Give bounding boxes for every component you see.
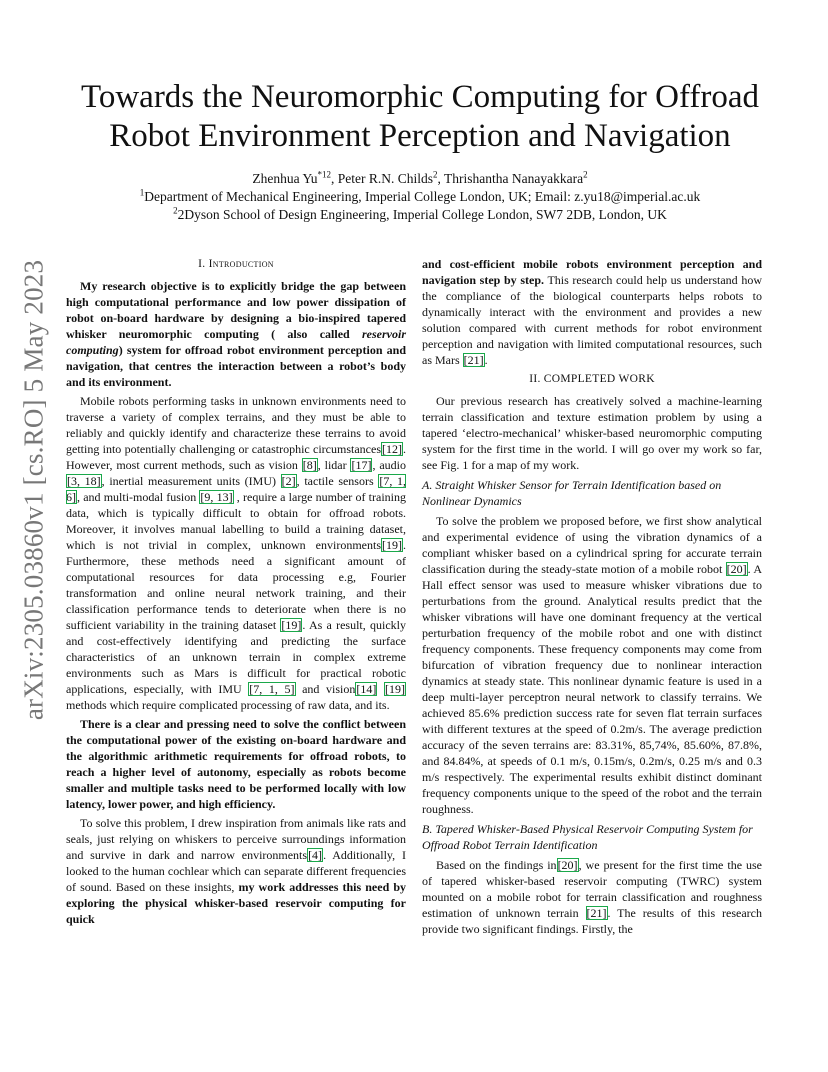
subsection-a-heading: A. Straight Whisker Sensor for Terrain Identification based on Nonlinear Dynamics [422,478,722,508]
intro-paragraph-3: There is a clear and pressing need to solve the conflict between the computational power of the existing on-board hardware and the algorithmic arithmetic requirements for offroad robots, to reach a higher level of autonomy, especially as robots become smaller and multiple tasks need to be performed locally with low latency, lower power, and high efficiency. [66,717,406,811]
affiliation-2: $^2$2Dyson School of Design Engineering, Imperial College London, SW7 2DB, London, UK [173,205,667,222]
completed-work-paragraph: Our previous research has creatively solved a machine-learning terrain classification and texture estimation problem by using a tapered ‘electro-mechanical’ whisker-based neuromorphic computing system for the first time in the world. I will go over my work so far, see Fig. 1 for a map of my work. [422,394,762,472]
right-column [422,256,762,940]
affiliation-1: $^1$Department of Mechanical Engineering, Imperial College London, UK; Email: z.yu18@imperial.ac.uk [139,187,701,204]
subsection-b-heading: B. Tapered Whisker-Based Physical Reservoir Computing System for Offroad Robot Terrain Identification [422,822,753,852]
author-block [60,170,780,224]
section-heading-completed-work: II. COMPLETED WORK [529,373,655,385]
intro-paragraph-2: Mobile robots performing tasks in unknown environments need to traverse a variety of complex terrains, and they must be able to reliably and quickly identify and characterize these terrains to avoid getting into potentially challenging or catastrophic circumstances[12]. However, most current methods, such as vision [8], lidar [17], audio [3, 18], inertial measurement units (IMU) [2], tactile sensors [7, 1, 6], and multi-modal fusion [9, 13] , require a large number of training data, which is typically difficult to obtain for offroad robots. Moreover, it involves manual labelling to build a training dataset, which is not trivial in complex, unknown environments[19]. Furthermore, these methods need a significant amount of computational resources for data processing e.g, Fourier transformation and online neural network training, and their classification performance tends to deteriorate when there is no sufficient variability in the training dataset [19]. As a result, quickly and cost-effectively identifying and predicting the surface characteristics of an unknown terrain in complex extreme environments such as Mars is difficult for practical robotic applications, especially, with IMU [7, 1, 5] and vision[14] [19] methods which require complicated processing of raw data, and its. [66,394,406,712]
subsection-b-paragraph: Based on the findings in[20], we present for the first time the use of tapered whisker-based reservoir computing (TWRC) system mounted on a mobile robot for terrain classification and roughness estimation of unknown terrain [21]. The results of this research provide two significant findings. Firstly, the [422,858,763,936]
intro-paragraph-1: My research objective is to explicitly bridge the gap between high computational performance and low power dissipation of robot on-board hardware by designing a bio-inspired tapered whisker neuromorphic computing ( also called reservoir computing) system for offroad robot environment perception and navigation, that centres the interaction between a robot’s body and its environment. [66,279,406,389]
subsection-a-paragraph: To solve the problem we proposed before, we first show analytical and experimental evidence of using the vibration dynamics of a compliant whisker based on a cylindrical spring for accurate terrain classification during the steady-state motion of a mobile robot [20]. A Hall effect sensor was used to measure whisker vibrations due to perturbations from the ground. Analytical results predict that the whisker vibrations will have one dominant frequency at the vertical perturbation frequency of the mobile robot and one with distinct frequency components. These frequency components may come from bifurcation of vibration frequency due to nonlinear interaction dynamics at steady state. This nonlinear dynamic feature is used in a deep multi-layer perceptron neural network to classify terrains. We achieved 85.6% prediction success rate for seven flat terrain surfaces with different textures at the speed of 0.2m/s. The average prediction accuracy of the seven terrains are: 83.31%, 85,74%, 85.60%, 87.8%, and 84.84%, at speeds of 0.1 m/s, 0.15m/s, 0.2m/s, 0.25 m/s and 0.3 m/s respectively. The experimental results exhibit distinct dominant frequency components unique to the speed of the robot and the terrain roughness. [422,514,762,816]
left-column [66,256,406,930]
title-line-1: Towards the Neuromorphic Computing for Offroad [80,79,759,115]
title-line-2: Robot Environment Perception and Navigation [109,118,731,154]
author-list: Zhenhua Yu$^{*12}$, Peter R.N. Childs$^2$, Thrishantha Nanayakkara$^2$ [252,169,588,186]
paper-title [60,78,780,156]
section-heading-introduction: I. Introduction [198,258,274,270]
arxiv-sidebar [12,259,56,721]
arxiv-identifier: arXiv:2305.03860v1 [cs.RO] 5 May 2023 [18,259,49,721]
intro-paragraph-4-continued: and cost-efficient mobile robots environment perception and navigation step by step. This research could help us understand how the compliance of the biological counterparts helps robots to dynamically interact with the environment and provides a new solution compared with current methods for robot environment perception and navigation with limited computational resources, such as Mars [21]. [422,257,762,367]
intro-paragraph-4: To solve this problem, I drew inspiration from animals like rats and seals, just relying on whiskers to perceive surroundings information and survive in dark and narrow environments[4]. Additionally, I looked to the human cochlear which can separate different frequencies of sound. Based on these insights, my work addresses this need by exploring the physical whisker-based reservoir computing for quick [66,816,406,926]
